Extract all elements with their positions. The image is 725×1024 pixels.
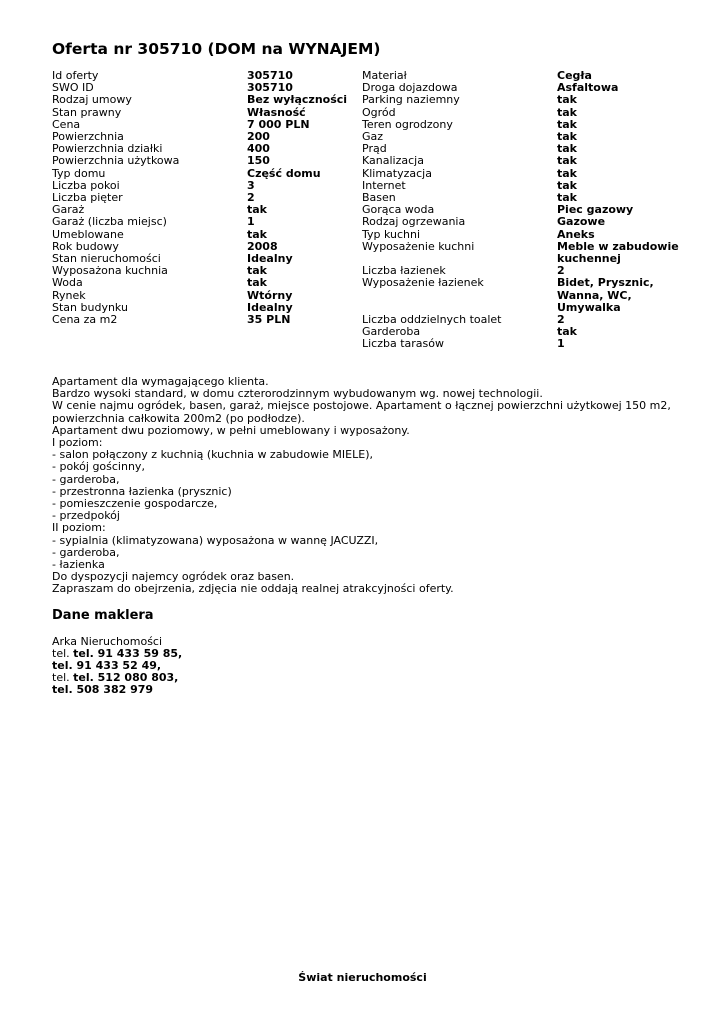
spec-label: Rynek <box>52 288 86 302</box>
spec-value: tak <box>557 105 577 119</box>
spec-row <box>52 314 362 326</box>
spec-value: Aneks <box>557 227 595 241</box>
spec-row <box>52 155 362 167</box>
spec-label: Garaż (liczba miejsc) <box>52 215 167 229</box>
spec-value: Asfaltowa <box>557 81 619 95</box>
spec-label: Wyposażenie łazienek <box>362 276 484 290</box>
spec-value: 1 <box>247 215 255 229</box>
spec-value: tak <box>557 191 577 205</box>
spec-label: Typ domu <box>52 166 106 180</box>
spec-value: tak <box>557 130 577 144</box>
spec-value: 305710 <box>247 81 293 95</box>
spec-label: Woda <box>52 276 83 290</box>
spec-label: Typ kuchni <box>362 227 421 241</box>
spec-value: Idealny <box>247 300 293 314</box>
spec-value: 200 <box>247 130 270 144</box>
broker-phone-line <box>52 684 692 696</box>
spec-value: Piec gazowy <box>557 203 634 217</box>
phone-link[interactable]: tel. 512 080 803, <box>73 671 179 685</box>
spec-label: Gorąca woda <box>362 203 435 217</box>
spec-label: Liczba łazienek <box>362 264 446 278</box>
spec-row <box>52 94 362 106</box>
spec-value: tak <box>557 325 577 339</box>
phone-prefix: tel. <box>52 646 74 660</box>
spec-label: Internet <box>362 178 406 192</box>
spec-value: Własność <box>247 105 306 119</box>
spec-label: Prąd <box>362 142 387 156</box>
spec-value: tak <box>557 154 577 168</box>
phone-link[interactable]: tel. 508 382 979 <box>52 683 154 697</box>
spec-row <box>362 131 702 143</box>
spec-row <box>362 94 702 106</box>
spec-label: Wyposażenie kuchni <box>362 239 475 253</box>
broker-info <box>52 636 692 697</box>
spec-value: 305710 <box>247 69 293 82</box>
spec-label: Basen <box>362 191 396 205</box>
spec-label: Teren ogrodzony <box>362 117 453 131</box>
spec-label: Cena za m2 <box>52 313 118 327</box>
spec-value: tak <box>557 178 577 192</box>
spec-label: Stan nieruchomości <box>52 252 161 266</box>
spec-label: Stan prawny <box>52 105 122 119</box>
spec-label: Powierzchnia <box>52 130 124 144</box>
spec-value: 2 <box>557 264 565 278</box>
spec-value: tak <box>247 227 267 241</box>
spec-value: Bez wyłączności <box>247 93 348 107</box>
spec-label: Umeblowane <box>52 227 124 241</box>
spec-row <box>52 168 362 180</box>
spec-label: Cena <box>52 117 81 131</box>
spec-label: Rodzaj ogrzewania <box>362 215 466 229</box>
spec-label: Liczba oddzielnych toalet <box>362 313 502 327</box>
offer-description: Apartament dla wymagającego klienta. Bardzo wysoki standard, w domu czterorodzinnym wybudowanym wg. nowej technologii. W cenie najmu ogródek, basen, garaż, miejsce postojowe. Apartament o łącznej powierzchni użytkowej 150 m2, powierzchnia całkowita 200m2 (po podłodze). Apartament dwu poziomowy, w pełni umeblowany i wyposażony. I poziom: - salon połączony z kuchnią (kuchnia w zabudowie MIELE), - pokój gościnny, - garderoba, - przestronna łazienka (prysznic) - pomieszczenie gospodarcze, - przedpokój II poziom: - sypialnia (klimatyzowana) wyposażona w wannę JACUZZI, - garderoba, - łazienka Do dyspozycji najemcy ogródek oraz basen. Zapraszam do obejrzenia, zdjęcia nie oddają realnej atrakcyjności oferty. <box>52 375 671 596</box>
phone-prefix: tel. <box>52 671 74 685</box>
spec-row <box>52 70 362 82</box>
specs-table <box>52 69 692 351</box>
spec-row <box>362 168 702 180</box>
spec-value: 1 <box>557 337 565 351</box>
spec-label: Stan budynku <box>52 300 128 314</box>
spec-value: 7 000 PLN <box>247 117 310 131</box>
spec-label: Garaż <box>52 203 85 217</box>
spec-label: Parking naziemny <box>362 93 460 107</box>
spec-row <box>362 180 702 192</box>
spec-value: tak <box>247 264 267 278</box>
spec-value: 2 <box>557 313 565 327</box>
specs-left-column <box>52 70 362 326</box>
broker-name: Arka Nieruchomości <box>52 634 163 648</box>
spec-value: tak <box>557 142 577 156</box>
spec-label: Ogród <box>362 105 396 119</box>
spec-label: Droga dojazdowa <box>362 81 458 95</box>
spec-value: Gazowe <box>557 215 606 229</box>
spec-row <box>362 216 702 228</box>
spec-label: Id oferty <box>52 69 99 82</box>
spec-label: Kanalizacja <box>362 154 424 168</box>
spec-row <box>362 277 702 314</box>
spec-value: Wtórny <box>247 288 293 302</box>
footer-brand: Świat nieruchomości <box>298 971 427 984</box>
specs-right-column <box>362 70 702 351</box>
spec-row <box>362 338 702 350</box>
spec-value: 2008 <box>247 239 278 253</box>
spec-label: SWO ID <box>52 81 94 95</box>
spec-label: Powierzchnia użytkowa <box>52 154 180 168</box>
spec-row <box>52 229 362 241</box>
spec-row <box>52 265 362 277</box>
spec-label: Liczba tarasów <box>362 337 445 351</box>
spec-row <box>52 107 362 119</box>
spec-value: Bidet, Prysznic, Wanna, WC, Umywalka <box>557 276 654 314</box>
spec-label: Gaz <box>362 130 384 144</box>
broker-heading: Dane maklera <box>52 607 154 623</box>
spec-value: tak <box>557 93 577 107</box>
spec-row <box>362 155 702 167</box>
spec-value: Meble w zabudowie kuchennej <box>557 239 679 266</box>
spec-label: Liczba pokoi <box>52 178 120 192</box>
spec-value: tak <box>557 117 577 131</box>
spec-value: tak <box>247 203 267 217</box>
spec-label: Liczba pięter <box>52 191 123 205</box>
spec-row <box>362 107 702 119</box>
spec-value: Cegła <box>557 69 592 82</box>
spec-value: 400 <box>247 142 270 156</box>
spec-label: Garderoba <box>362 325 421 339</box>
spec-label: Wyposażona kuchnia <box>52 264 168 278</box>
spec-label: Klimatyzacja <box>362 166 432 180</box>
spec-row <box>362 119 702 131</box>
spec-value: Część domu <box>247 166 321 180</box>
phone-link[interactable]: tel. 91 433 52 49, <box>52 659 162 673</box>
spec-label: Rok budowy <box>52 239 119 253</box>
spec-row <box>52 192 362 204</box>
page-title: Oferta nr 305710 (DOM na WYNAJEM) <box>52 40 381 58</box>
offer-page <box>52 40 692 697</box>
spec-label: Powierzchnia działki <box>52 142 163 156</box>
spec-value: Idealny <box>247 252 293 266</box>
spec-label: Materiał <box>362 69 407 82</box>
phone-link[interactable]: tel. 91 433 59 85, <box>73 646 183 660</box>
spec-row <box>362 241 702 265</box>
spec-row <box>362 229 702 241</box>
spec-value: 3 <box>247 178 255 192</box>
spec-value: tak <box>557 166 577 180</box>
spec-value: tak <box>247 276 267 290</box>
spec-label: Rodzaj umowy <box>52 93 132 107</box>
spec-value: 2 <box>247 191 255 205</box>
spec-row <box>52 216 362 228</box>
spec-row <box>52 277 362 289</box>
spec-value: 150 <box>247 154 270 168</box>
spec-value: 35 PLN <box>247 313 291 327</box>
